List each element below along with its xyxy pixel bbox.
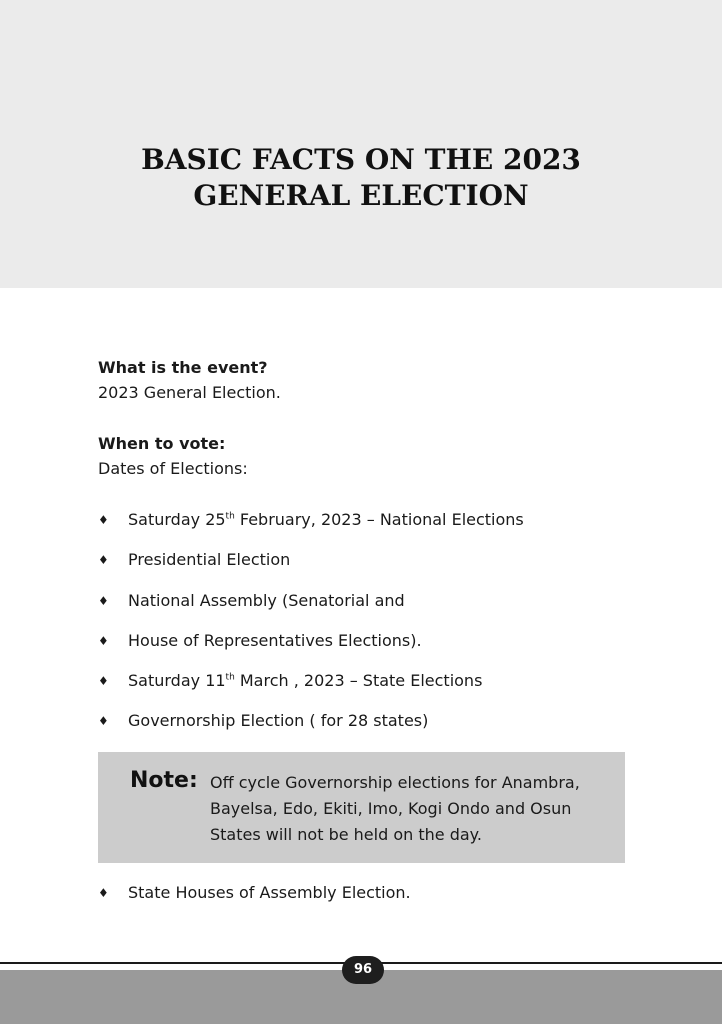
title-line-2: GENERAL ELECTION xyxy=(193,179,529,212)
bullet-diamond-icon: ♦ xyxy=(98,714,109,728)
when-question: When to vote: xyxy=(98,434,226,453)
bullet-text: Presidential Election xyxy=(128,550,291,569)
note-label: Note: xyxy=(130,768,198,793)
list-item xyxy=(98,588,658,614)
bullet-diamond-icon: ♦ xyxy=(98,886,109,900)
when-section xyxy=(98,432,658,482)
note-box xyxy=(98,752,625,863)
title-line-1: BASIC FACTS ON THE 2023 xyxy=(141,143,581,176)
event-question: What is the event? xyxy=(98,358,268,377)
list-item xyxy=(98,507,658,533)
bullet-text: Saturday 11th March , 2023 – State Elections xyxy=(128,671,483,690)
bullet-diamond-icon: ♦ xyxy=(98,594,109,608)
bullet-diamond-icon: ♦ xyxy=(98,674,109,688)
bullet-text: Saturday 25th February, 2023 – National Elections xyxy=(128,510,524,529)
list-item xyxy=(98,668,658,694)
page-number: 96 xyxy=(342,956,384,984)
event-section xyxy=(98,356,658,406)
bullet-text: House of Representatives Elections). xyxy=(128,631,422,650)
list-item xyxy=(98,880,658,906)
page-title xyxy=(0,142,722,214)
list-item xyxy=(98,708,658,734)
event-answer: 2023 General Election. xyxy=(98,383,281,402)
when-answer: Dates of Elections: xyxy=(98,459,248,478)
list-item xyxy=(98,547,658,573)
note-line: States will not be held on the day. xyxy=(210,825,482,844)
note-line: Bayelsa, Edo, Ekiti, Imo, Kogi Ondo and Osun xyxy=(210,799,572,818)
bullet-diamond-icon: ♦ xyxy=(98,553,109,567)
bullet-text: National Assembly (Senatorial and xyxy=(128,591,405,610)
bullet-diamond-icon: ♦ xyxy=(98,513,109,527)
bullet-diamond-icon: ♦ xyxy=(98,634,109,648)
note-line: Off cycle Governorship elections for Anambra, xyxy=(210,773,580,792)
note-text xyxy=(210,770,610,848)
bullet-text: Governorship Election ( for 28 states) xyxy=(128,711,429,730)
list-item xyxy=(98,628,658,654)
bullet-text: State Houses of Assembly Election. xyxy=(128,883,411,902)
